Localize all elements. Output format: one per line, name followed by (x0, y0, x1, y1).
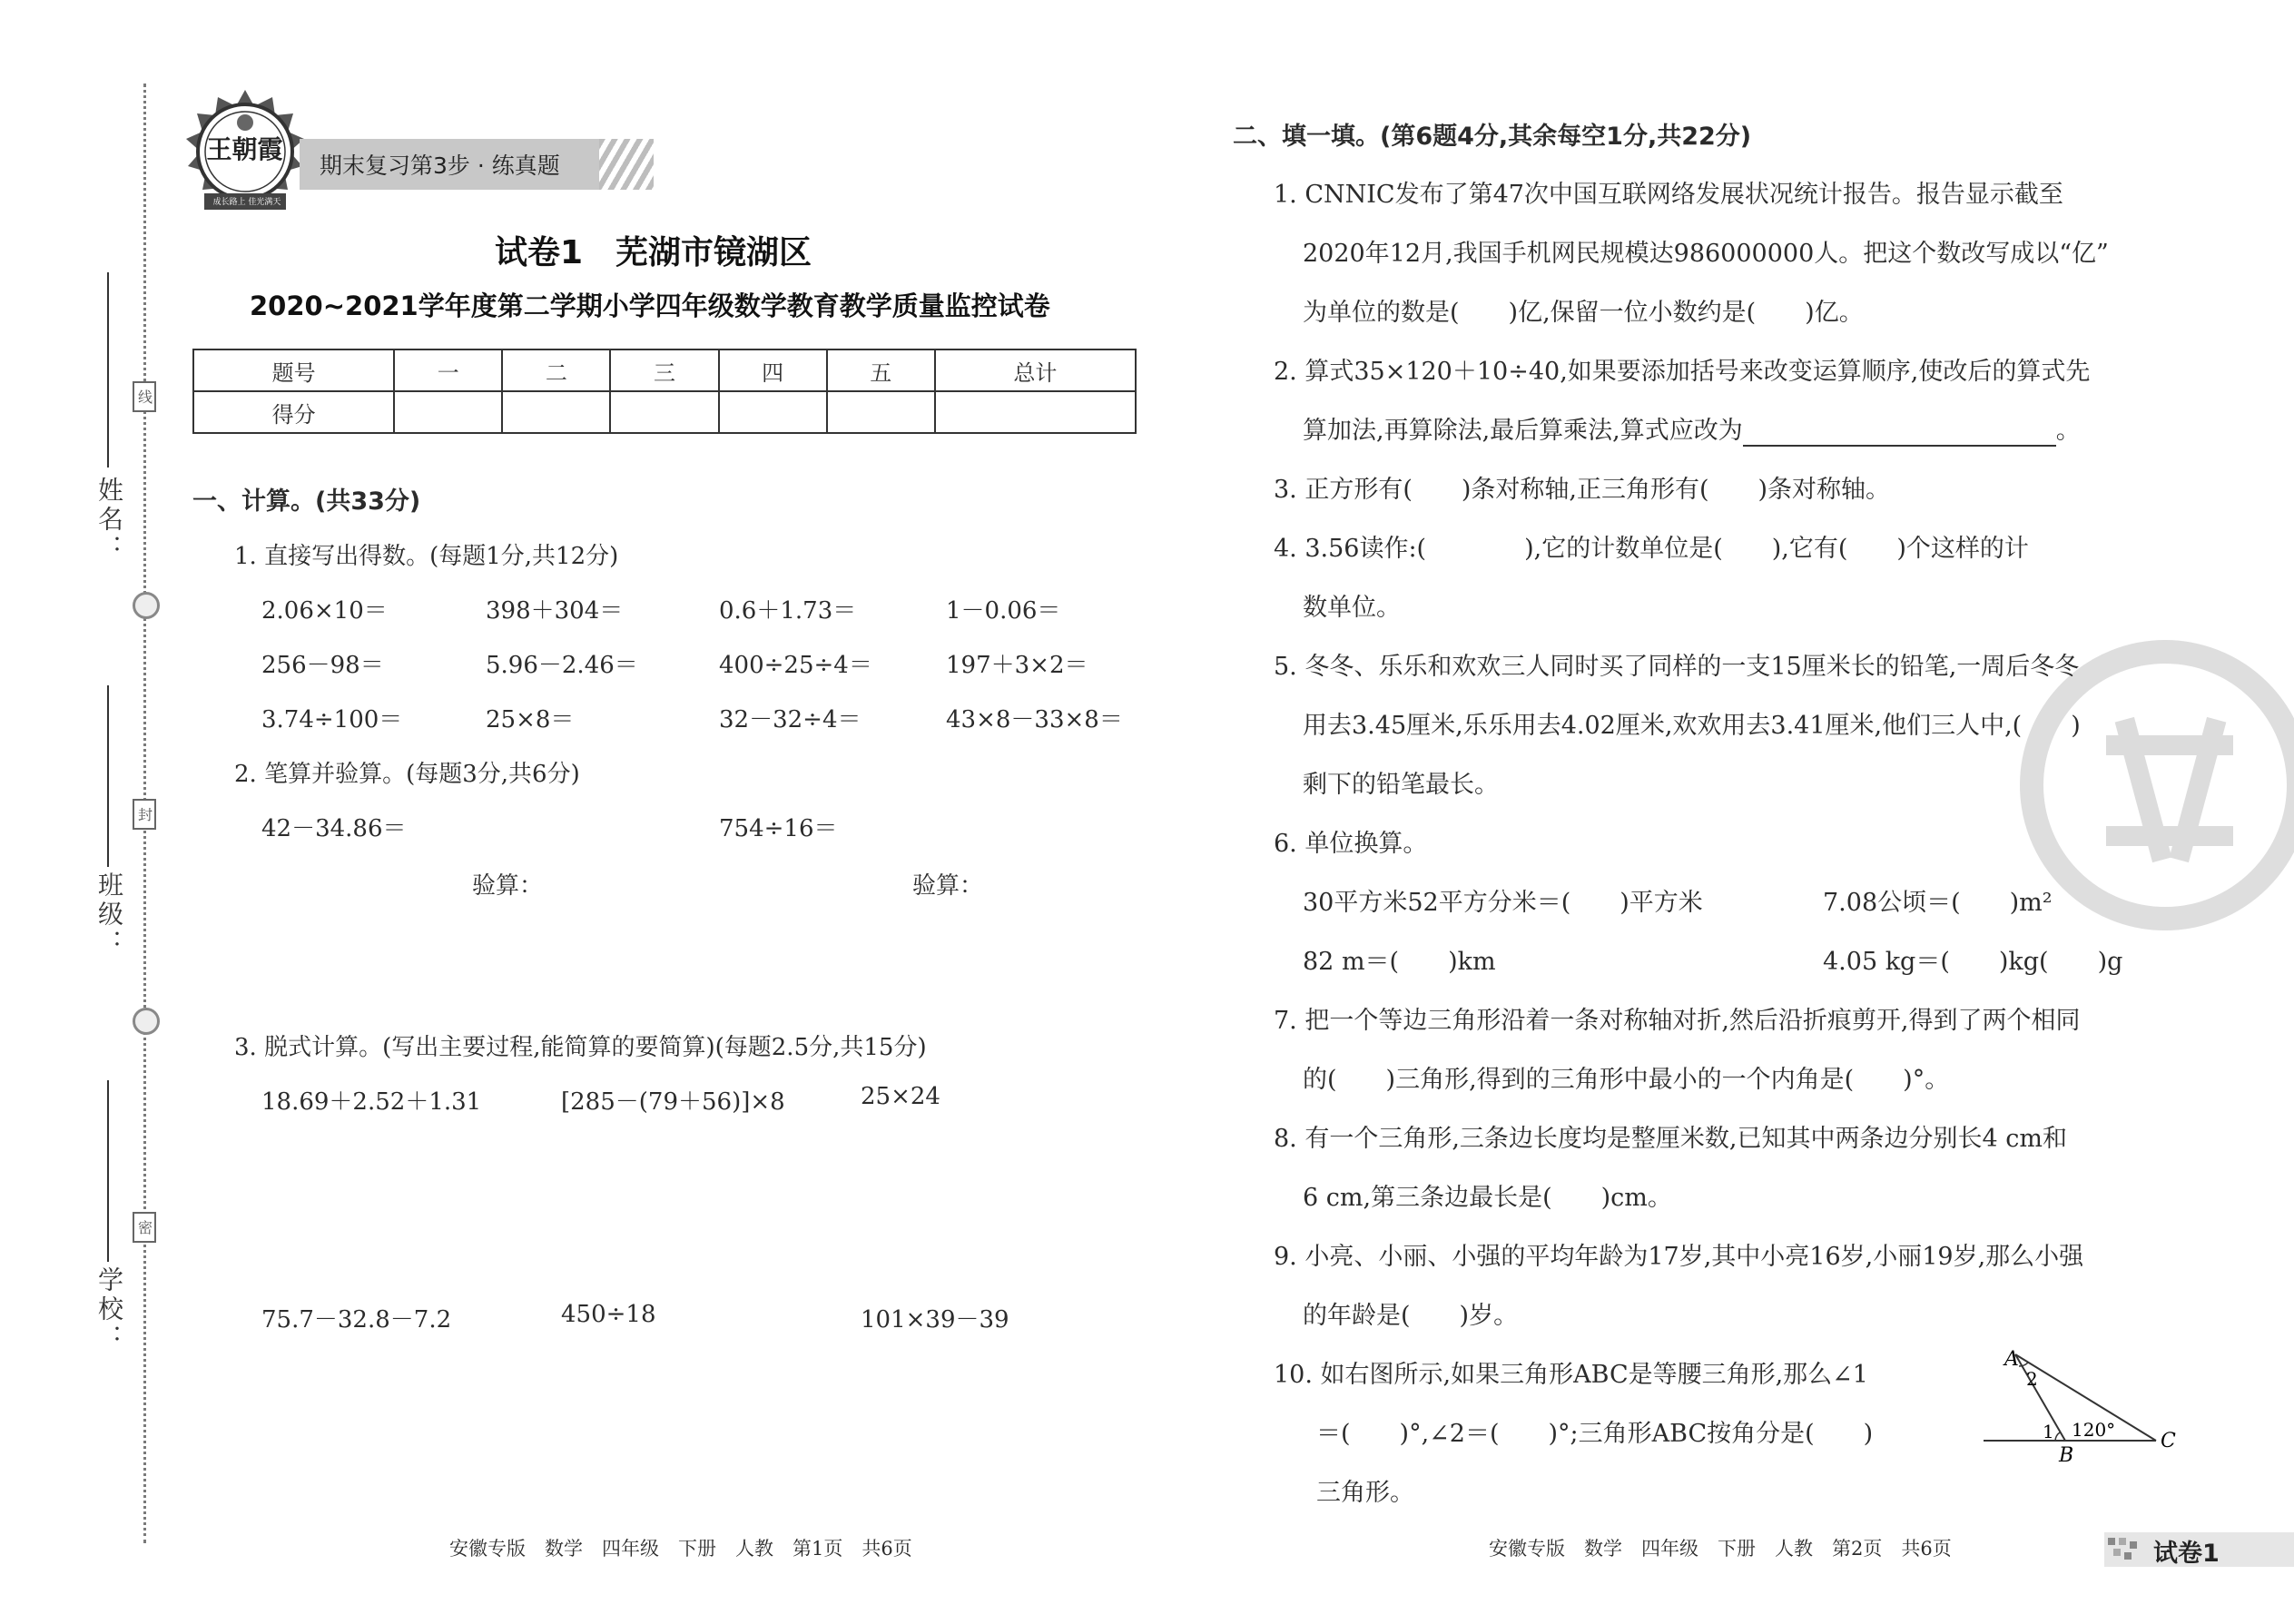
binding-hole-icon (133, 1008, 160, 1035)
class-label: 班级： (94, 871, 124, 959)
q1-item: 3.74÷100＝ (261, 706, 403, 733)
q1-item: 2.06×10＝ (261, 597, 388, 625)
q1-item: 400÷25÷4＝ (719, 652, 872, 679)
q2-item: 42－34.86＝ (261, 815, 407, 842)
q1-item: 43×8－33×8＝ (946, 706, 1123, 733)
class-field-line[interactable] (107, 685, 109, 867)
score-cell[interactable] (719, 391, 827, 433)
page-title: 试卷1 芜湖市镜湖区 (495, 234, 812, 271)
vertex-a-label: A (2004, 1348, 2019, 1371)
vertex-c-label: C (2161, 1430, 2176, 1452)
footer-right: 安徽专版 数学 四年级 下册 人教 第2页 共6页 (1489, 1538, 1952, 1560)
q3-item: 25×24 (861, 1083, 940, 1110)
q1-title: 1. 直接写出得数。(每题1分,共12分) (234, 543, 619, 570)
table-header-cell: 五 (827, 349, 935, 391)
footer-tag: 试卷1 (2153, 1540, 2220, 1568)
score-cell[interactable] (827, 391, 935, 433)
q1-item: 5.96－2.46＝ (486, 652, 638, 679)
table-header-cell: 二 (502, 349, 610, 391)
q1-item: 197＋3×2＝ (946, 652, 1088, 679)
q5-line: 用去3.45厘米,乐乐用去4.02厘米,欢欢用去3.41厘米,他们三人中,( ) (1303, 712, 2081, 740)
score-cell[interactable] (502, 391, 610, 433)
q1-line: 为单位的数是( )亿,保留一位小数约是( )亿。 (1303, 299, 1864, 327)
q1-item: 32－32÷4＝ (719, 706, 861, 733)
q10-line: ＝( )°,∠2＝( )°;三角形ABC按角分是( ) (1316, 1420, 1874, 1448)
score-cell[interactable] (610, 391, 718, 433)
table-header-cell: 一 (394, 349, 502, 391)
q10-line: 10. 如右图所示,如果三角形ABC是等腰三角形,那么∠1 (1274, 1361, 1868, 1389)
q5-line: 5. 冬冬、乐乐和欢欢三人同时买了同样的一支15厘米长的铅笔,一周后冬冬 (1274, 653, 2080, 681)
banner-text: 期末复习第3步 · 练真题 (320, 153, 560, 179)
grid-squares-icon (2108, 1538, 2146, 1561)
section-1-heading: 一、计算。(共33分) (192, 487, 421, 516)
school-label: 学校： (94, 1266, 124, 1353)
q3-item: 75.7－32.8－7.2 (261, 1306, 452, 1334)
cut-mark-mi: 密 (133, 1212, 156, 1243)
q10-line: 三角形。 (1316, 1479, 1414, 1507)
q7-line: 7. 把一个等边三角形沿着一条对称轴对折,然后沿折痕剪开,得到了两个相同 (1274, 1007, 2081, 1035)
q3-item: 450÷18 (561, 1301, 656, 1328)
q5-line: 剩下的铅笔最长。 (1303, 771, 1499, 799)
q2-text: 算加法,再算除法,最后算乘法,算式应改为 (1303, 417, 1743, 445)
name-field-line[interactable] (107, 272, 109, 468)
angle-2-label: 2 (2026, 1368, 2038, 1390)
score-table-header-row (193, 349, 1136, 391)
q6-item: 82 m＝( )km (1303, 948, 1496, 976)
section-2-heading: 二、填一填。(第6题4分,其余每空1分,共22分) (1233, 123, 1752, 151)
seal-glyph-icon (2079, 699, 2260, 881)
q1-line: 2020年12月,我国手机网民规模达986000000人。把这个数改写成以“亿” (1303, 240, 2109, 268)
q3-item: 18.69＋2.52＋1.31 (261, 1088, 482, 1116)
q1-item: 1－0.06＝ (946, 597, 1061, 625)
q4-line: 数单位。 (1303, 594, 1401, 622)
angle-120-label: 120° (2072, 1419, 2116, 1441)
q2-line: 2. 算式35×120＋10÷40,如果要添加括号来改变运算顺序,使改后的算式先 (1274, 358, 2091, 386)
q3-item: 101×39－39 (861, 1306, 1009, 1334)
cut-mark-xian: 线 (133, 381, 156, 412)
q1-line: 1. CNNIC发布了第47次中国互联网络发展状况统计报告。报告显示截至 (1274, 181, 2063, 209)
q6-item: 4.05 kg＝( )kg( )g (1823, 948, 2123, 976)
q2-answer-blank[interactable] (1743, 417, 2056, 447)
school-field-line[interactable] (107, 1080, 109, 1262)
table-header-cell: 三 (610, 349, 718, 391)
q6-title: 6. 单位换算。 (1274, 830, 1428, 858)
page-subtitle: 2020~2021学年度第二学期小学四年级数学教育教学质量监控试卷 (250, 290, 1050, 321)
score-row-label: 得分 (193, 391, 394, 433)
q2-item: 754÷16＝ (719, 815, 838, 842)
score-table-score-row (193, 391, 1136, 433)
table-header-cell: 总计 (935, 349, 1136, 391)
table-header-cell: 四 (719, 349, 827, 391)
cut-mark-feng: 封 (133, 799, 156, 830)
vertex-b-label: B (2059, 1444, 2074, 1467)
q1-item: 398＋304＝ (486, 597, 624, 625)
q2-line (1303, 410, 2081, 447)
q6-item: 30平方米52平方分米＝( )平方米 (1303, 889, 1703, 917)
side-ab-line (2015, 1354, 2065, 1441)
q6-item: 7.08公顷＝( )m² (1823, 889, 2053, 917)
score-table (192, 349, 1137, 434)
q3-title: 3. 脱式计算。(写出主要过程,能简算的要简算)(每题2.5分,共15分) (234, 1034, 927, 1061)
q2-period: 。 (2055, 417, 2081, 445)
q8-line: 6 cm,第三条边最长是( )cm。 (1303, 1184, 1672, 1212)
q3-item: [285－(79＋56)]×8 (561, 1088, 785, 1116)
score-cell[interactable] (394, 391, 502, 433)
banner-stripes (599, 139, 654, 190)
q9-line: 9. 小亮、小丽、小强的平均年龄为17岁,其中小亮16岁,小丽19岁,那么小强 (1274, 1243, 2084, 1271)
q1-item: 256－98＝ (261, 652, 384, 679)
table-header-cell: 题号 (193, 349, 394, 391)
logo-motto: 成长路上 佳光满天 (212, 198, 281, 207)
name-label: 姓名： (94, 477, 124, 564)
q1-item: 25×8＝ (486, 706, 575, 733)
triangle-figure (1979, 1345, 2188, 1468)
q4-line: 4. 3.56读作:( ),它的计数单位是( ),它有( )个这样的计 (1274, 535, 2029, 563)
q2-title: 2. 笔算并验算。(每题3分,共6分) (234, 761, 580, 788)
binding-hole-icon (133, 592, 160, 619)
q7-line: 的( )三角形,得到的三角形中最小的一个内角是( )°。 (1303, 1066, 1950, 1094)
angle-1-label: 1 (2043, 1421, 2054, 1442)
score-cell[interactable] (935, 391, 1136, 433)
check-label: 验算： (472, 872, 544, 900)
q8-line: 8. 有一个三角形,三条边长度均是整厘米数,已知其中两条边分别长4 cm和 (1274, 1125, 2067, 1153)
q3-line: 3. 正方形有( )条对称轴,正三角形有( )条对称轴。 (1274, 476, 1891, 504)
logo-text: 王朝霞 (206, 134, 283, 164)
check-label: 验算： (912, 872, 984, 900)
q9-line: 的年龄是( )岁。 (1303, 1302, 1519, 1330)
q1-item: 0.6＋1.73＝ (719, 597, 857, 625)
footer-left: 安徽专版 数学 四年级 下册 人教 第1页 共6页 (449, 1538, 912, 1560)
angle-1-arc (2055, 1432, 2060, 1441)
